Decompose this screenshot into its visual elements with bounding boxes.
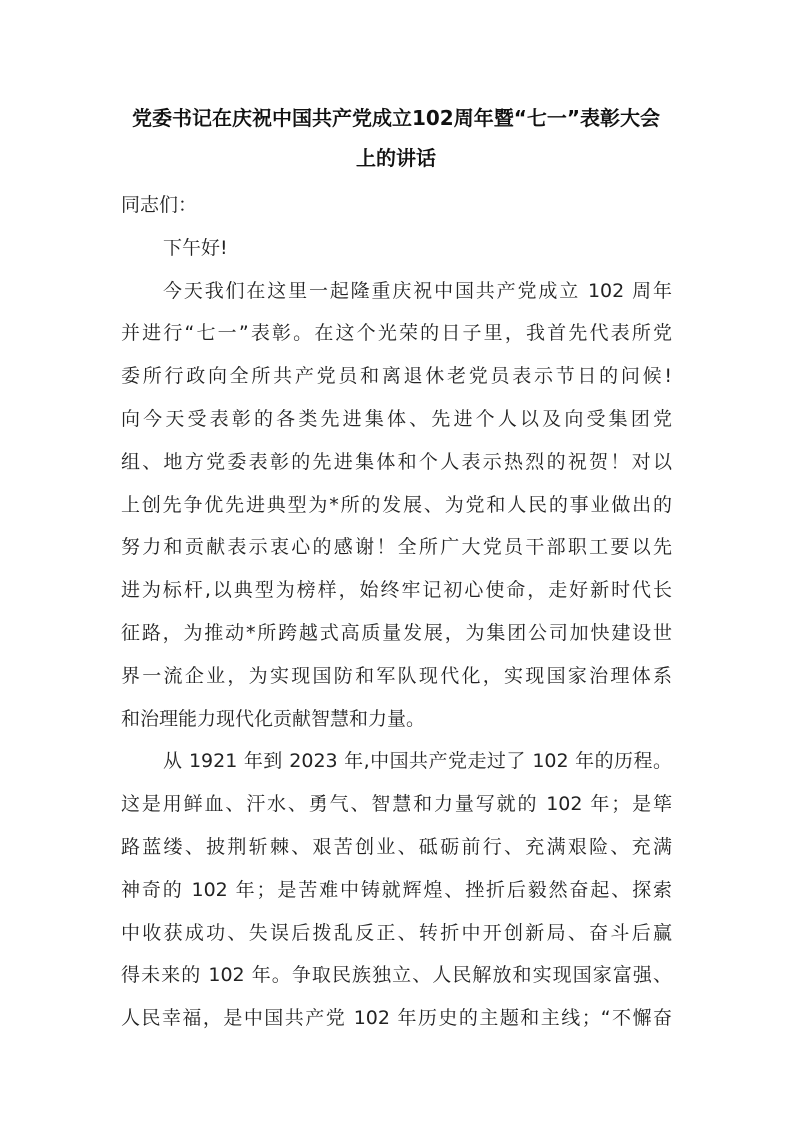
paragraphs — [121, 270, 672, 1040]
paragraph-line: 并进行“七一”表彰。在这个光荣的日子里，我首先代表所党 — [121, 322, 672, 345]
paragraph-line: 上创先争优先进典型为*所的发展、为党和人民的事业做出的 — [121, 493, 672, 516]
paragraph-line: 和治理能力现代化贡献智慧和力量。 — [121, 707, 426, 730]
title-line-1: 党委书记在庆祝中国共产党成立102周年暨“七一”表彰大会 — [131, 106, 661, 130]
greeting: 下午好! — [163, 236, 228, 259]
paragraph-line: 向今天受表彰的各类先进集体、先进个人以及向受集团党 — [121, 407, 672, 430]
paragraph-line: 中收获成功、失误后拨乱反正、转折中开创新局、奋斗后赢 — [121, 921, 672, 944]
paragraph-line: 进为标杆,以典型为榜样，始终牢记初心使命，走好新时代长 — [121, 579, 672, 602]
paragraph-line: 这是用鲜血、汗水、勇气、智慧和力量写就的 102 年；是筚 — [121, 793, 672, 816]
salutation: 同志们： — [121, 194, 198, 216]
paragraph-line: 努力和贡献表示衷心的感谢！全所广大党员干部职工要以先 — [121, 536, 672, 559]
paragraph — [121, 740, 672, 1040]
paragraph-line: 得未来的 102 年。争取民族独立、人民解放和实现国家富强、 — [121, 964, 672, 987]
paragraph-line: 界一流企业，为实现国防和军队现代化，实现国家治理体系 — [121, 664, 672, 687]
document-title — [110, 98, 682, 178]
paragraph-line: 委所行政向全所共产党员和离退休老党员表示节日的问候! — [121, 365, 672, 388]
paragraph-line: 人民幸福，是中国共产党 102 年历史的主题和主线；“不懈奋 — [121, 1007, 672, 1030]
paragraph-line: 今天我们在这里一起隆重庆祝中国共产党成立 102 周年 — [163, 279, 672, 302]
paragraph-line: 路蓝缕、披荆斩棘、艰苦创业、砥砺前行、充满艰险、充满 — [121, 835, 672, 858]
document-body — [121, 184, 672, 1040]
paragraph-line: 神奇的 102 年；是苦难中铸就辉煌、挫折后毅然奋起、探索 — [121, 878, 672, 901]
paragraph-line: 从 1921 年到 2023 年,中国共产党走过了 102 年的历程。 — [163, 750, 672, 773]
paragraph — [121, 270, 672, 741]
paragraph-line: 征路，为推动*所跨越式高质量发展，为集团公司加快建设世 — [121, 621, 672, 644]
title-line-2: 上的讲话 — [356, 146, 436, 170]
paragraph-line: 组、地方党委表彰的先进集体和个人表示热烈的祝贺！对以 — [121, 450, 672, 473]
